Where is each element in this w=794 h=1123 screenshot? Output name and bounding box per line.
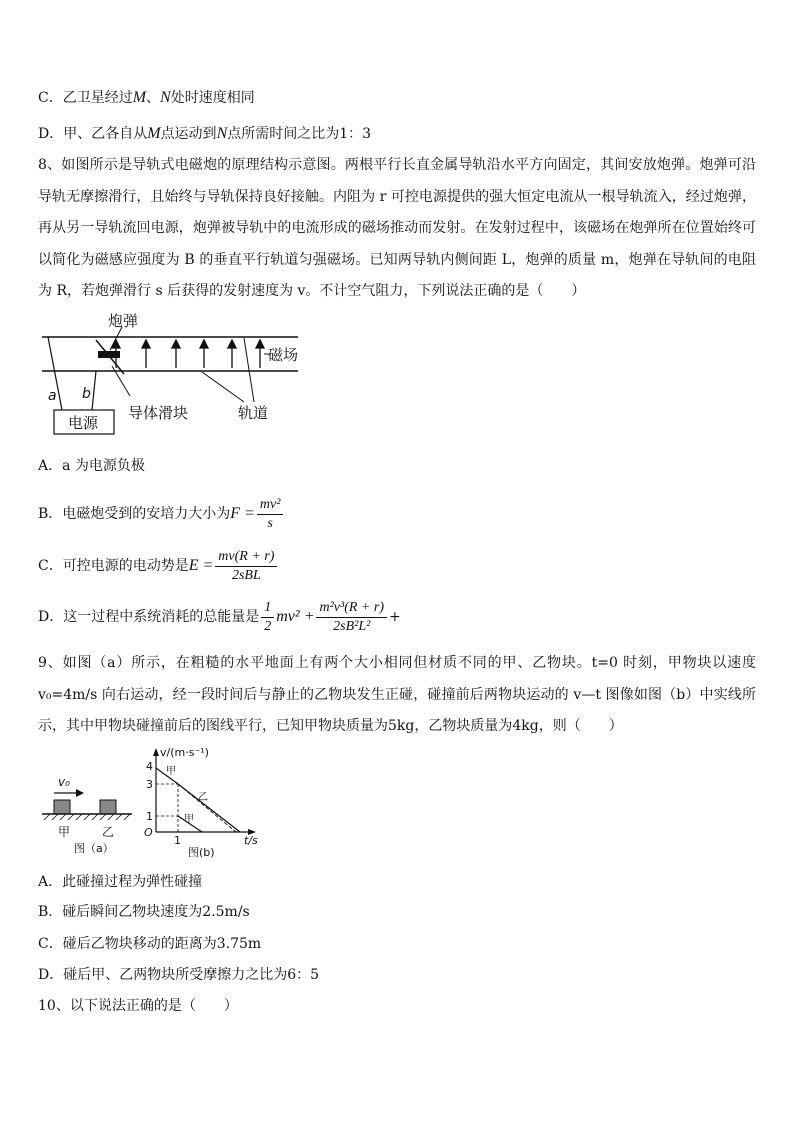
wire-b [92,371,96,410]
fraction-numerator: m²v³(R + r) [316,599,387,618]
fraction [316,599,387,636]
label-yi: 乙 [102,825,115,839]
fraction-numerator: 1 [261,599,274,618]
label-v0: v₀ [58,775,70,789]
q9-option-b: B．碰后瞬间乙物块速度为2.5m/s [38,904,250,920]
q8-railgun-figure [38,312,310,438]
q7-option-d-prefix: D．甲、乙各自从 [38,126,148,142]
fraction-denominator: 2 [264,618,272,634]
y-axis-label: v/(m·s⁻¹) [160,746,209,759]
formula-tail: + [388,609,401,625]
q8-option-c-prefix: C．可控电源的电动势是 [38,558,189,574]
arrow-head [76,789,84,797]
fraction-denominator: 2sBL [231,567,261,583]
y-tick-3: 3 [146,778,153,791]
label-b: b [82,386,91,402]
formula-lhs: E = [188,557,214,574]
q7-option-d-suffix: 点所需时间之比为1：3 [227,126,372,142]
q8-option-d-prefix: D．这一过程中系统消耗的总能量是 [38,609,260,625]
caption-a: 图（a） [74,842,114,855]
math-n: N [216,125,228,142]
label-jia: 甲 [58,825,71,839]
fraction-numerator: mv(R + r) [215,548,277,567]
math-n: N [160,89,171,106]
q9-figure-a [38,772,138,858]
q8-option-b [38,494,285,534]
label-source: 电源 [68,414,99,432]
q10-stem: 10、以下说法正确的是（ ） [38,998,238,1014]
q7-option-d-mid: 点运动到 [160,126,217,142]
x-tick-1: 1 [174,834,181,847]
fraction-half [261,599,274,636]
label-jia-bottom: 甲 [184,814,194,825]
q7-option-d [38,124,371,144]
q9-figure-b [140,744,280,860]
track-pointer-2 [244,338,254,402]
q7-option-c-suffix: 处时速度相同 [170,90,255,106]
magnetic-field-arrows [112,340,264,368]
label-track: 轨道 [238,404,269,422]
math-m: M [132,89,147,106]
fraction-numerator: mv² [257,496,284,515]
q8-option-b-prefix: B．电磁炮受到的安培力大小为 [38,506,231,522]
label-jia-top: 甲 [166,766,176,777]
q7-option-c-prefix: C．乙卫星经过 [38,90,133,106]
y-axis-arrow [153,748,159,756]
q8-option-d [38,596,401,638]
y-tick-4: 4 [146,760,153,773]
label-yi: 乙 [198,792,208,803]
q8-option-a: A．a 为电源负极 [38,458,145,474]
q8-stem: 8、如图所示是导轨式电磁炮的原理结构示意图。两根平行长直金属导轨沿水平方向固定，其间安放炮弹。炮弹可沿导轨无摩擦滑行，且始终与导轨保持良好接触。内阻为 r 可控电源提供的强大恒定电流从一根导轨流入，经过炮弹，再从另一导轨流回电源，炮弹被导轨中的电流形成的磁场推动而发射。在发射过程中，该磁场在炮弹所在位置始终可以简化为磁感应强度为 B 的垂直平行轨道匀强磁场。已知两导轨内侧间距 L，炮弹的质量 m，炮弹在导轨间的电阻为 R，若炮弹滑行 s 后获得的发射速度为 v。不计空气阻力，下列说法正确的是（ ） [38,157,756,300]
fraction [215,548,277,585]
fraction [257,496,284,533]
block-jia [54,800,70,814]
q9-option-a: A．此碰撞过程为弹性碰撞 [38,874,203,890]
q9-option-c: C．碰后乙物块移动的距离为3.75m [38,936,262,952]
ground-hatch [44,814,130,820]
x-axis-label: t/s [244,834,258,847]
origin-label: O [144,826,153,839]
q9-stem: 9、如图（a）所示，在粗糙的水平地面上有两个大小相同但材质不同的甲、乙物块。t=0 时刻，甲物块以速度 v₀=4m/s 向右运动，经一段时间后与静止的乙物块发生正碰，碰撞前后两物块运动的 v—t 图像如图（b）中实线所示，其中甲物块碰撞前后的图线平行，已知甲物块质量为5kg，乙物块质量为4kg，则（ ） [38,655,756,735]
math-m: M [147,125,161,142]
label-a: a [48,388,57,404]
label-slider: 导体滑块 [128,404,189,422]
q7-option-c [38,88,255,108]
fraction-denominator: s [267,515,273,531]
q9-option-d: D．碰后甲、乙两物块所受摩擦力之比为6：5 [38,967,320,983]
label-field: 磁场 [268,346,299,364]
q8-option-c [38,546,279,586]
formula-lhs: F = [230,505,255,522]
separator: 、 [146,90,161,106]
label-shell: 炮弹 [108,312,139,330]
caption-b: 图(b) [188,846,215,859]
fraction-denominator: 2sB²L² [333,618,371,634]
y-tick-1: 1 [146,810,153,823]
block-yi [100,800,116,814]
formula-middle: mv² + [276,608,315,625]
track-pointer-1 [202,372,244,402]
